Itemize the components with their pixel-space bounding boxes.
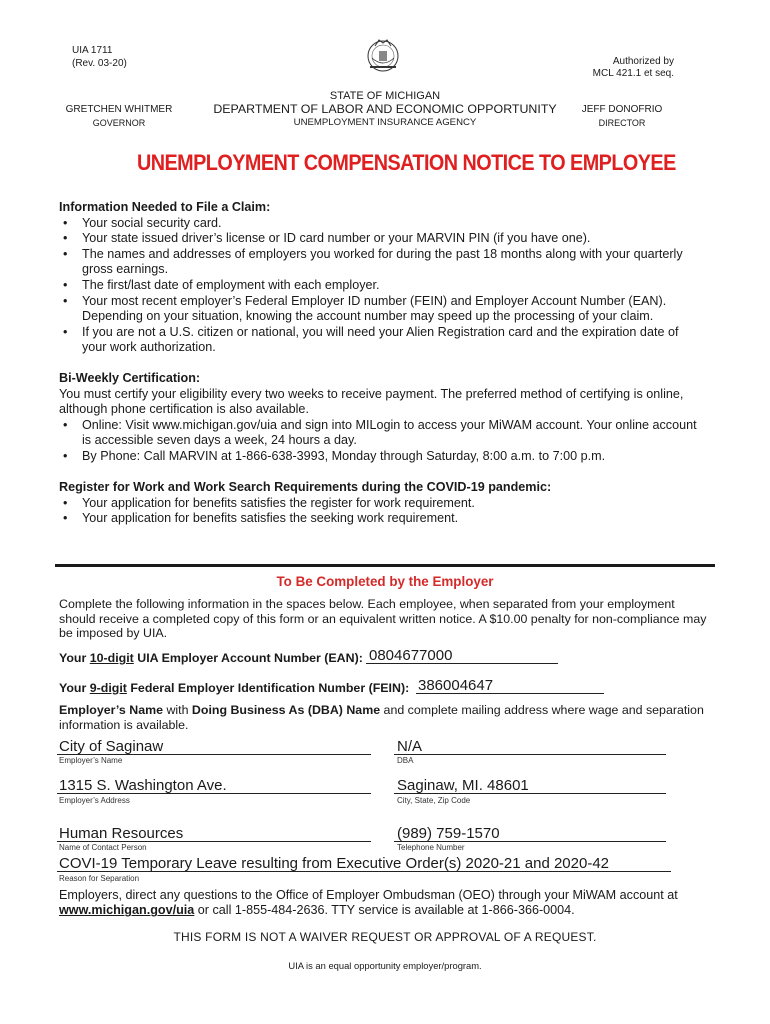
ean-underline [366, 663, 558, 664]
employer-section-heading: To Be Completed by the Employer [276, 574, 494, 589]
instr-bold-1: Employer’s Name [59, 703, 163, 717]
dba-underline [394, 754, 666, 755]
info-item: • Your state issued driver’s license or ID card number or your MARVIN PIN (if you have one). [59, 231, 699, 247]
employer-name-instructions [59, 703, 709, 732]
ean-label-post: UIA Employer Account Number (EAN): [133, 651, 363, 665]
employer-address-value[interactable]: 1315 S. Washington Ave. [59, 777, 227, 794]
fein-label-digit: 9-digit [89, 681, 127, 695]
form-id: UIA 1711 [72, 45, 113, 56]
employer-address-underline [57, 793, 371, 794]
biweekly-item: • Online: Visit www.michigan.gov/uia and sign into MILogin to access your MiWAM account. Your online account is accessible seven days a week, 24 hours a day. [59, 418, 709, 449]
separation-reason-underline [57, 871, 671, 872]
contact-text-2: or call 1-855-484-2636. TTY service is available at 1-866-366-0004. [194, 903, 575, 918]
dba-label: DBA [397, 756, 414, 765]
city-state-zip-label: City, State, Zip Code [397, 796, 471, 805]
telephone-value[interactable]: (989) 759-1570 [397, 825, 500, 842]
biweekly-heading: Bi-Weekly Certification: [59, 371, 201, 385]
info-item: • Your most recent employer’s Federal Employer ID number (FEIN) and Employer Account Number (EAN). Depending on your situation, knowing the account number may speed up the processing of your claim. [59, 294, 699, 325]
register-section [59, 480, 709, 527]
employer-address-label: Employer’s Address [59, 796, 130, 805]
employer-contact-text [59, 888, 714, 919]
instr-text-1: with [163, 703, 192, 717]
info-item: • The first/last date of employment with each employer. [59, 278, 699, 294]
ean-label-pre: Your [59, 651, 90, 665]
dba-value[interactable]: N/A [397, 738, 423, 755]
employer-name-label: Employer’s Name [59, 756, 123, 765]
fein-value[interactable]: 386004647 [418, 677, 494, 694]
waiver-notice: THIS FORM IS NOT A WAIVER REQUEST OR APPROVAL OF A REQUEST. [173, 930, 597, 944]
separation-reason-label: Reason for Separation [59, 874, 140, 883]
section-divider [55, 564, 715, 567]
fein-underline [416, 693, 604, 694]
contact-person-underline [57, 841, 371, 842]
ean-value[interactable]: 0804677000 [369, 647, 453, 664]
ean-label [59, 651, 363, 665]
telephone-underline [394, 841, 666, 842]
ean-label-digit: 10-digit [89, 651, 134, 665]
miwam-link[interactable]: www.michigan.gov/uia [59, 903, 195, 918]
info-item: • If you are not a U.S. citizen or national, you will need your Alien Registration card and the expiration date of your work authorization. [59, 325, 699, 356]
governor-title: GOVERNOR [92, 118, 146, 128]
separation-reason-value[interactable]: COVI-19 Temporary Leave resulting from Executive Order(s) 2020-21 and 2020-42 [59, 855, 609, 872]
city-state-zip-underline [394, 793, 666, 794]
authorized-mcl: MCL 421.1 et seq. [592, 68, 674, 79]
register-item: • Your application for benefits satisfies the register for work requirement. [59, 496, 709, 512]
contact-text-1: Employers, direct any questions to the Office of Employer Ombudsman (OEO) through your MiWAM account at [59, 888, 678, 902]
info-item: • Your social security card. [59, 216, 699, 232]
department-name: DEPARTMENT OF LABOR AND ECONOMIC OPPORTUNITY [213, 102, 557, 116]
contact-person-label: Name of Contact Person [59, 843, 147, 852]
agency-name: UNEMPLOYMENT INSURANCE AGENCY [293, 117, 477, 128]
state-name: STATE OF MICHIGAN [329, 90, 441, 102]
info-item: • The names and addresses of employers you worked for during the past 18 months along with your quarterly gross earnings. [59, 247, 699, 278]
biweekly-section [59, 371, 709, 465]
info-section [59, 200, 699, 356]
governor-name: GRETCHEN WHITMER [65, 104, 173, 115]
fein-label-pre: Your [59, 681, 90, 695]
instr-bold-2: Doing Business As (DBA) Name [191, 703, 381, 717]
biweekly-item: • By Phone: Call MARVIN at 1-866-638-3993, Monday through Saturday, 8:00 a.m. to 7:00 p.m. [59, 449, 709, 465]
instr-text-2: and complete mailing address where wage and separation information is available. [59, 703, 704, 732]
employer-name-value[interactable]: City of Saginaw [59, 738, 164, 755]
director-title: DIRECTOR [598, 118, 646, 128]
director-name: JEFF DONOFRIO [581, 104, 663, 115]
contact-person-value[interactable]: Human Resources [59, 825, 184, 842]
fein-label-post: Federal Employer Identification Number (FEIN): [126, 681, 410, 695]
info-heading: Information Needed to File a Claim: [59, 200, 271, 214]
register-heading: Register for Work and Work Search Requirements during the COVID-19 pandemic: [59, 480, 552, 494]
authorized-by: Authorized by [612, 56, 674, 67]
telephone-label: Telephone Number [397, 843, 465, 852]
fein-label [59, 681, 409, 695]
employer-intro: Complete the following information in the spaces below. Each employee, when separated from your employment should receive a completed copy of this form or an equivalent written notice. A $10.00 penalty for non-compliance may be imposed by UIA. [59, 597, 707, 641]
form-revision: (Rev. 03-20) [72, 58, 127, 69]
state-seal-icon [363, 34, 403, 79]
register-item: • Your application for benefits satisfies the seeking work requirement. [59, 511, 709, 527]
biweekly-text: You must certify your eligibility every two weeks to receive payment. The preferred method of certifying is online, although phone certification is also available. [59, 386, 684, 417]
equal-opportunity: UIA is an equal opportunity employer/program. [288, 960, 482, 971]
page-title: UNEMPLOYMENT COMPENSATION NOTICE TO EMPLOYEE [137, 150, 676, 175]
city-state-zip-value[interactable]: Saginaw, MI. 48601 [397, 777, 529, 794]
employer-name-underline [57, 754, 371, 755]
